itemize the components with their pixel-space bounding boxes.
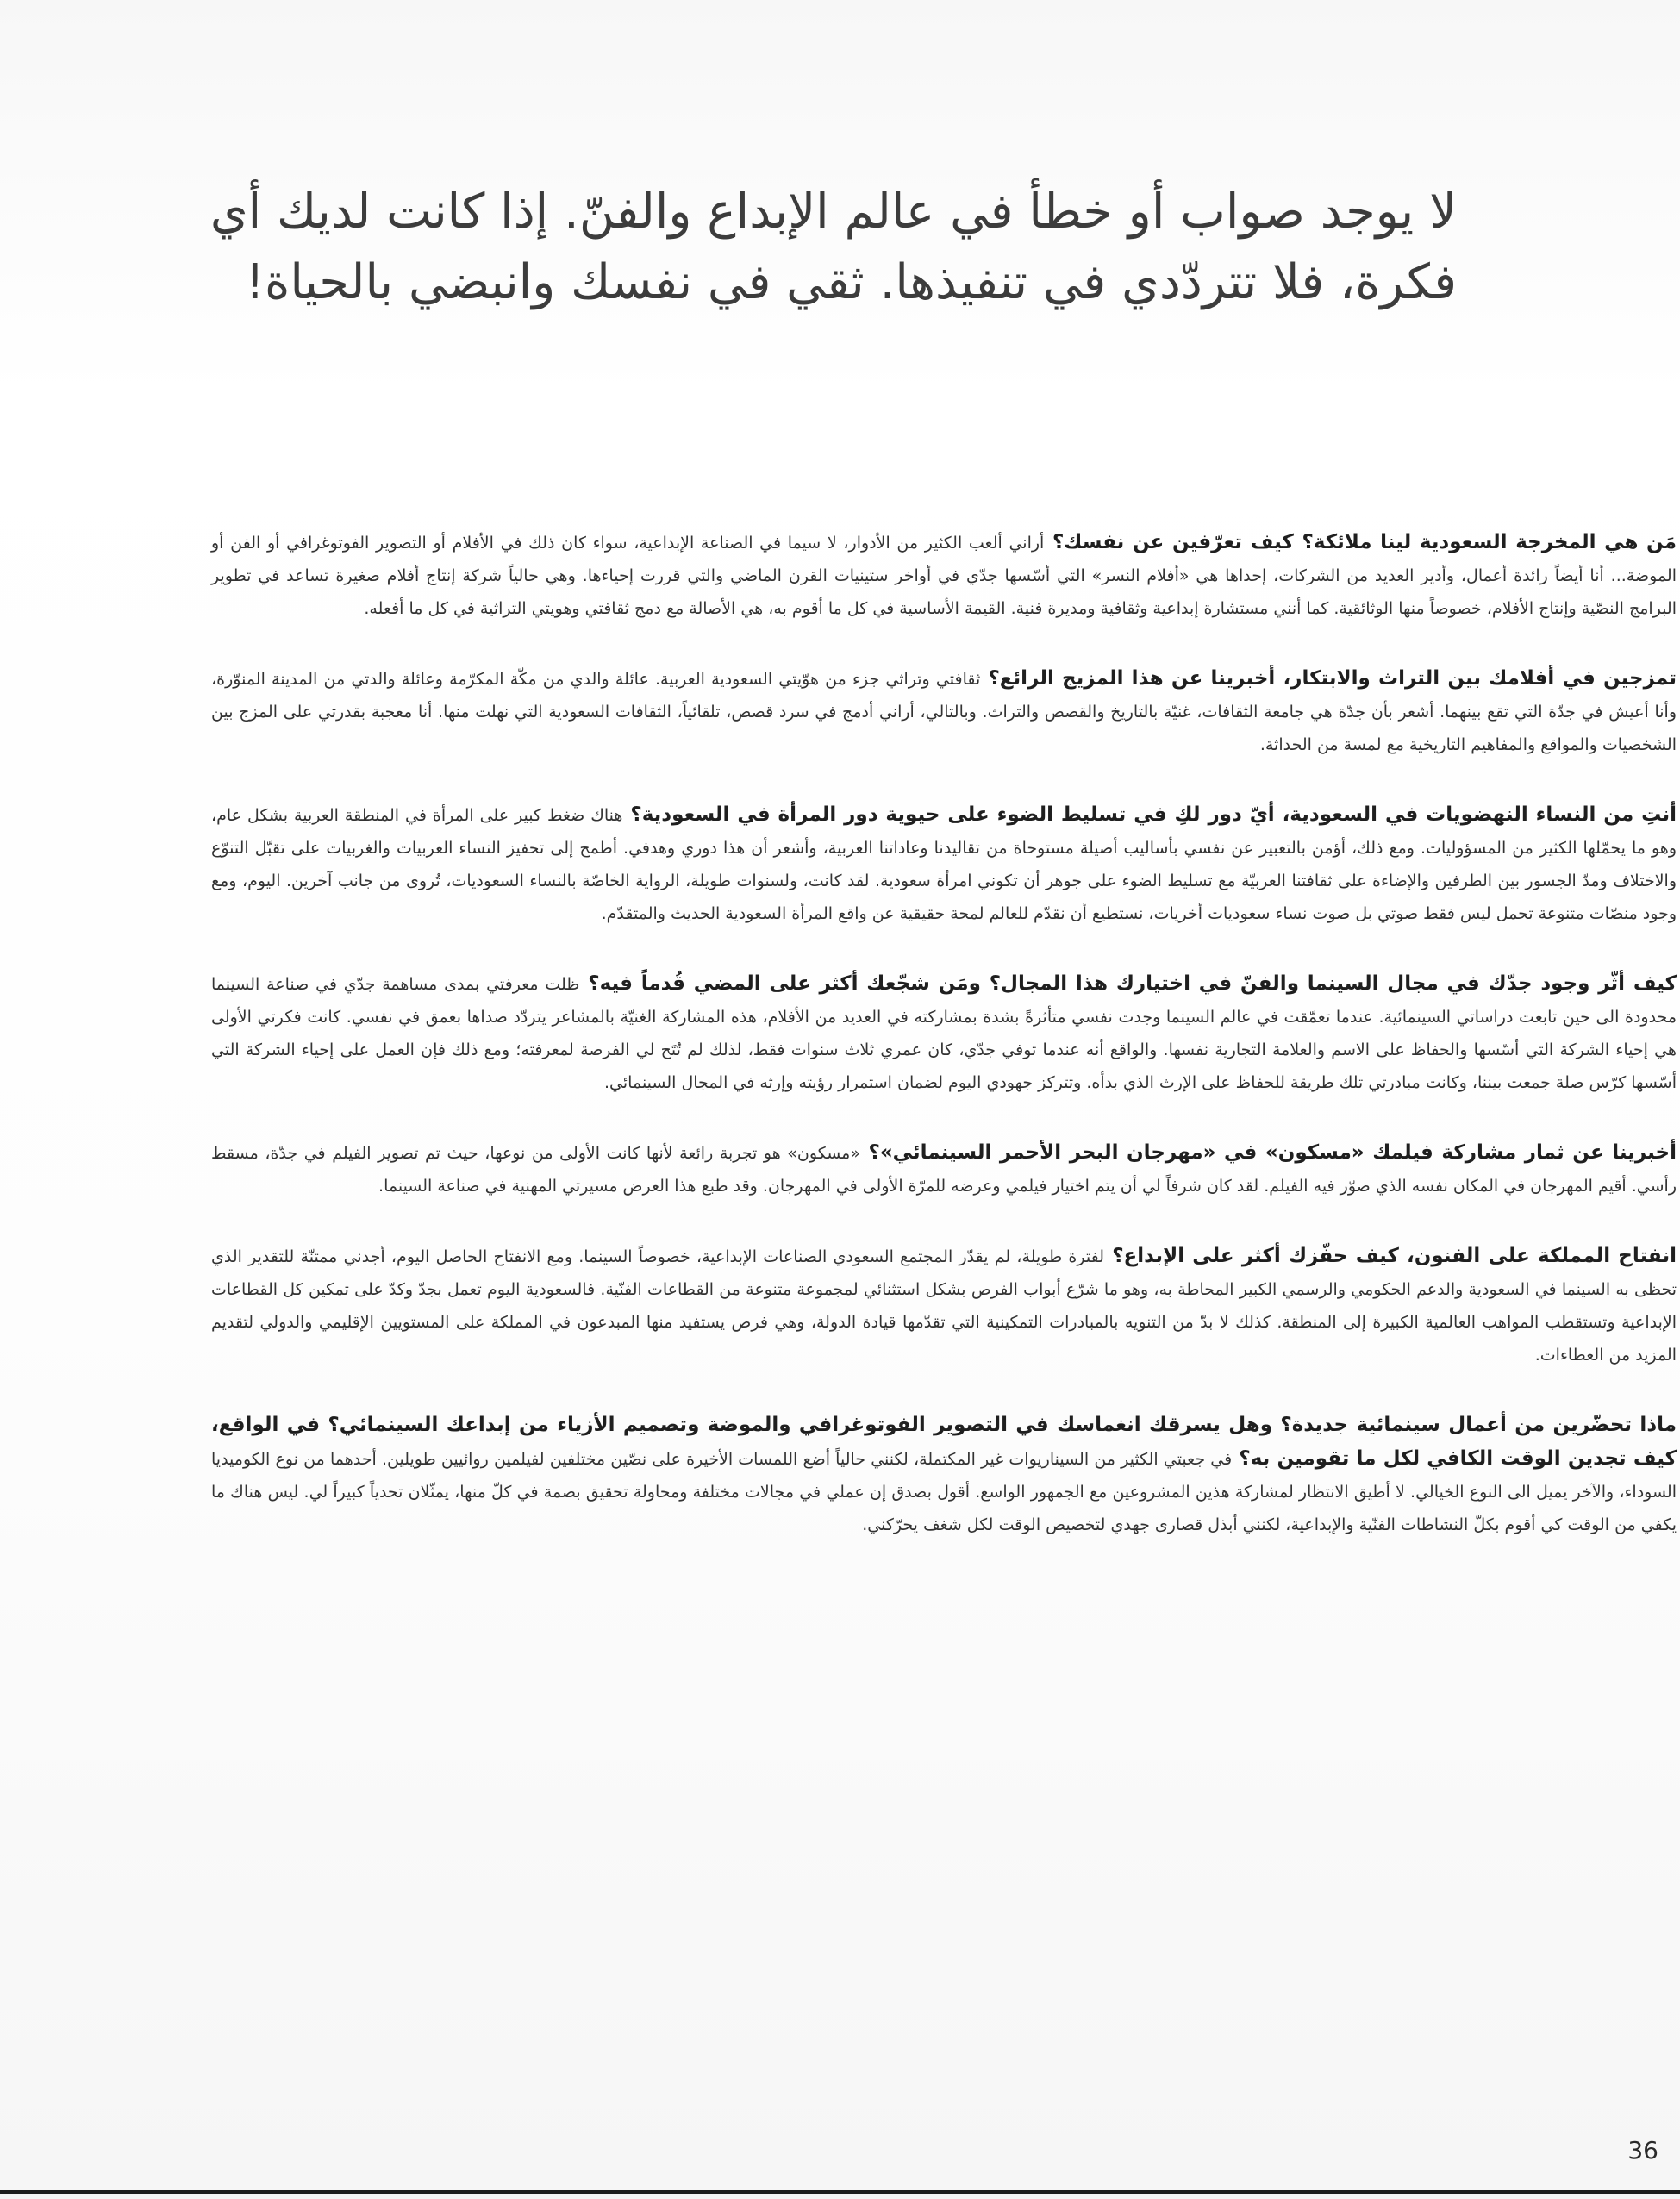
qa-block	[211, 967, 1677, 1099]
interview-question: مَن هي المخرجة السعودية لينا ملائكة؟ كيف تعرّفين عن نفسك؟	[1044, 531, 1677, 553]
qa-block	[211, 1409, 1677, 1541]
interview-answer: أراني ألعب الكثير من الأدوار، لا سيما في الصناعة الإبداعية، سواء كان ذلك في الأفلام أو التصوير الفوتوغرافي أو الفن أو الموضة... أنا أيضاً رائدة أعمال، وأدير العديد من الشركات، إحداها هي «أفلام النسر» التي أسّسها جدّي في أواخر ستينيات القرن الماضي والتي قررت إحياءها. وهي حالياً شركة إنتاج أفلام صغيرة تساعد في تطوير البرامج النصّية وإنتاج الأفلام، خصوصاً منها الوثائقية. كما أنني مستشارة إبداعية وثقافية ومديرة فنية. القيمة الأساسية في كل ما أقوم به، هي الأصالة مع دمج ثقافتي وهويتي التراثية في كل ما أفعله.	[211, 534, 1677, 618]
pull-quote: لا يوجد صواب أو خطأ في عالم الإبداع والفنّ. إذا كانت لديك أي فكرة، فلا تتردّدي في تنفيذها. ثقي في نفسك وانبضي بالحياة!	[209, 184, 1457, 310]
bottom-edge-divider	[0, 2190, 1680, 2194]
interview-question: انفتاح المملكة على الفنون، كيف حفّزك أكثر على الإبداع؟	[1104, 1245, 1677, 1267]
interview-answer: «مسكون» هو تجربة رائعة لأنها كانت الأولى من نوعها، حيث تم تصوير الفيلم في جدّة، مسقط رأسي. أقيم المهرجان في المكان نفسه الذي صوّر فيه الفيلم. لقد كان شرفاً لي أن يتم اختيار فيلمي وعرضه للمرّة الأولى في المهرجان. وقد طبع هذا العرض مسيرتي المهنية في صناعة السينما.	[211, 1144, 1677, 1196]
interview-answer: ثقافتي وتراثي جزء من هوّيتي السعودية العربية. عائلة والدي من مكّة المكرّمة وعائلة والدتي من المدينة المنوّرة، وأنا أعيش في جدّة التي تقع بينهما. أشعر بأن جدّة هي جامعة الثقافات، غنيّة بالتاريخ والقصص والتراث. وبالتالي، أراني أدمج في سرد قصص، تلقائياً، الثقافات السعودية التي نهلت منها. أنا معجبة بقدرتي على المزج بين الشخصيات والمواقع والمفاهيم التاريخية مع لمسة من الحداثة.	[211, 670, 1677, 754]
interview-answer: في جعبتي الكثير من السيناريوات غير المكتملة، لكنني حالياً أضع اللمسات الأخيرة على نصّين مختلفين لفيلمين روائيين طويلين. أحدهما من نوع الكوميديا السوداء، والآخر يميل الى النوع الخيالي. لا أطيق الانتظار لمشاركة هذين المشروعين مع الجمهور الواسع. أقول بصدق إن عملي في مجالات مختلفة ومحاولة تحقيق بصمة في كلّ منها، يمثّلان تحدياً كبيراً لي. ليس هناك ما يكفي من الوقت كي أقوم بكلّ النشاطات الفنّية والإبداعية، لكنني أبذل قصارى جهدي لتخصيص الوقت لكل شغف يحرّكني.	[211, 1450, 1677, 1534]
interview-answer: هناك ضغط كبير على المرأة في المنطقة العربية بشكل عام، وهو ما يحمّلها الكثير من المسؤوليات. ومع ذلك، أؤمن بالتعبير عن نفسي بأساليب أصيلة مستوحاة من تقاليدنا وعاداتنا العربية، وأشعر أن هذا دوري وهدفي. أطمح إلى تحفيز النساء العربيات والغربيات على تقبّل التنوّع والاختلاف ومدّ الجسور بين الطرفين والإضاءة على ثقافتنا العربيّة مع تسليط الضوء على جوهر أن تكوني امرأة سعودية. لقد كانت، ولسنوات طويلة، الرواية الخاصّة بالنساء السعوديات، تُروى من جانب آخرين. اليوم، ومع وجود منصّات متنوعة تحمل ليس فقط صوتي بل صوت نساء سعوديات أخريات، نستطيع أن نقدّم للعالم لمحة حقيقية عن واقع المرأة السعودية الحديث والمتقدّم.	[211, 806, 1677, 923]
qa-block	[211, 798, 1677, 930]
qa-block	[211, 662, 1677, 761]
page-number: 36	[1627, 2136, 1658, 2165]
interview-question: تمزجين في أفلامك بين التراث والابتكار، أخبرينا عن هذا المزيج الرائع؟	[980, 667, 1677, 690]
qa-block	[211, 1240, 1677, 1371]
interview-answer: ظلت معرفتي بمدى مساهمة جدّي في صناعة السينما محدودة الى حين تابعت دراساتي السينمائية. عندما تعمّقت في عالم السينما وجدت نفسي متأثرةً بشدة بمشاركته في العديد من الأفلام، هذه المشاركة الغنيّة بالمشاعر يتردّد صداها بعمق في نفسي. كانت فكرتي الأولى هي إحياء الشركة التي أسّسها والحفاظ على الاسم والعلامة التجارية نفسها. والواقع أنه عندما توفي جدّي، كان عمري ثلاث سنوات فقط، لذلك لم تُتَح لي الفرصة لمعرفته؛ ومع ذلك فإن العمل على إحياء الشركة التي أسّسها كرّس صلة جمعت بيننا، وكانت مبادرتي تلك طريقة للحفاظ على الإرث الذي بدأه. وتتركز جهودي اليوم لضمان استمرار رؤيته وإرثه في المجال السينمائي.	[211, 975, 1677, 1092]
interview-question: ماذا تحضّرين من أعمال سينمائية جديدة؟ وهل يسرقك انغماسك في التصوير الفوتوغرافي والموضة وتصميم الأزياء من إبداعك السينمائي؟ في الواقع، كيف تجدين الوقت الكافي لكل ما تقومين به؟	[211, 1414, 1677, 1470]
interview-question: كيف أثّر وجود جدّك في مجال السينما والفنّ في اختيارك هذا المجال؟ ومَن شجّعك أكثر على المضي قُدماً فيه؟	[579, 972, 1677, 995]
qa-block	[211, 1136, 1677, 1203]
qa-block	[211, 526, 1677, 625]
interview-article	[211, 526, 1677, 1578]
interview-question: أنتِ من النساء النهضويات في السعودية، أيّ دور لكِ في تسليط الضوء على حيوية دور المرأة في السعودية؟	[622, 803, 1677, 826]
interview-question: أخبرينا عن ثمار مشاركة فيلمك «مسكون» في «مهرجان البحر الأحمر السينمائي»؟	[859, 1141, 1677, 1164]
interview-answer: لفترة طويلة، لم يقدّر المجتمع السعودي الصناعات الإبداعية، خصوصاً السينما. ومع الانفتاح الحاصل اليوم، أجدني ممتنّة للتقدير الذي تحظى به السينما في السعودية والدعم الحكومي والرسمي الكبير المحاطة به، وهو ما شرّع أبواب الفرص بشكل استثنائي لمجموعة متنوعة من القطاعات الفنّية. فالسعودية اليوم تعمل بجدّ وكدّ على تمكين كل القطاعات الإبداعية وتستقطب المواهب العالمية الكبيرة إلى المنطقة. كذلك لا بدّ من التنويه بالمبادرات التمكينية التي تقدّمها قيادة الدولة، وهي فرص يستفيد منها المبدعون في المملكة على المستويين الإقليمي والدولي لتقديم المزيد من العطاءات.	[211, 1247, 1677, 1365]
